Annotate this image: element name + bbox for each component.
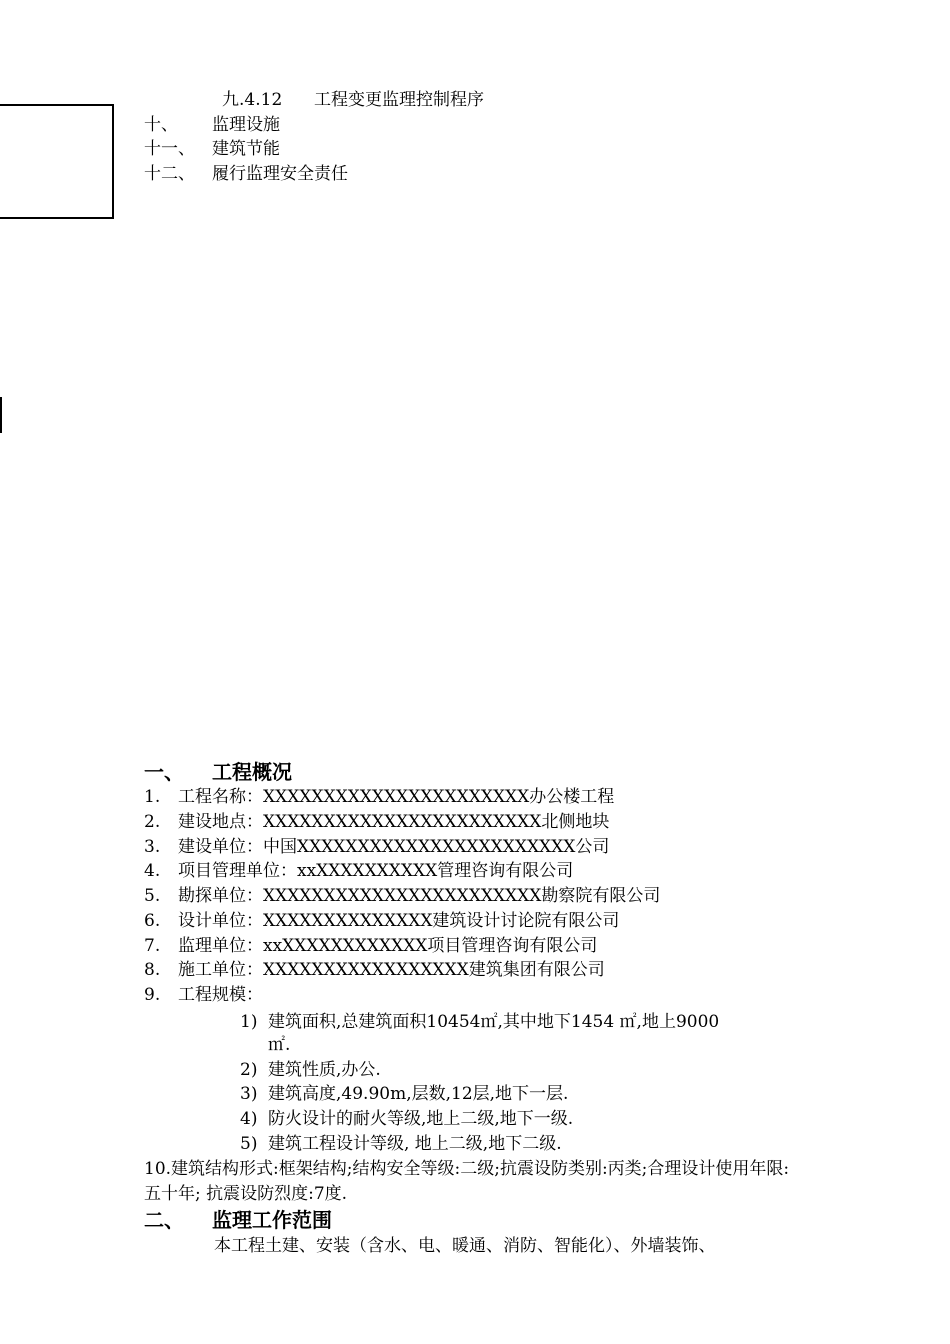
- sub-item-text: 建筑工程设计等级, 地上二级,地下二级.: [268, 1134, 562, 1154]
- item-text: 建设单位：中国XXXXXXXXXXXXXXXXXXXXXXX公司: [178, 837, 610, 857]
- item-number: 1.: [144, 787, 161, 807]
- scope-paragraph: 本工程土建、安装（含水、电、暖通、消防、智能化）、外墙装饰、: [214, 1236, 716, 1256]
- item-number: 9.: [144, 985, 161, 1005]
- item-number: 6.: [144, 911, 161, 931]
- toc-text: 建筑节能: [212, 139, 280, 159]
- item-text: 项目管理单位：xxXXXXXXXXXX管理咨询有限公司: [178, 861, 574, 881]
- toc-text: 监理设施: [212, 115, 280, 135]
- toc-number: 十一、: [144, 139, 195, 159]
- toc-number: 十二、: [144, 164, 195, 184]
- sub-list-item: [240, 1133, 562, 1155]
- toc-item-11: [144, 138, 280, 160]
- list-item: [144, 935, 597, 957]
- item-number: 2.: [144, 812, 161, 832]
- item-text: 施工单位：XXXXXXXXXXXXXXXXX建筑集团有限公司: [178, 960, 605, 980]
- sub-item-text: 建筑高度,49.90m,层数,12层,地下一层.: [268, 1084, 569, 1104]
- item-number: 8.: [144, 960, 161, 980]
- sub-list-item-continuation: ㎡.: [268, 1035, 291, 1055]
- margin-mark: [0, 397, 2, 433]
- section-title: 监理工作范围: [212, 1208, 332, 1232]
- list-item: [144, 984, 263, 1006]
- sub-item-text: 建筑面积,总建筑面积10454㎡,其中地下1454 ㎡,地上9000: [268, 1012, 720, 1032]
- section-heading-scope: [144, 1208, 332, 1232]
- sub-list-item: [240, 1011, 719, 1033]
- item-text: 监理单位：xxXXXXXXXXXXXX项目管理咨询有限公司: [178, 936, 598, 956]
- sub-item-number: 4): [240, 1109, 258, 1129]
- toc-text: 工程变更监理控制程序: [314, 90, 484, 110]
- list-item: [144, 885, 660, 907]
- sub-list-item: [240, 1108, 573, 1130]
- section-title: 工程概况: [212, 760, 292, 784]
- section-number: 一、: [144, 760, 184, 784]
- toc-number: 九.4.12: [222, 90, 283, 110]
- sub-item-text: 建筑性质,办公.: [268, 1060, 381, 1080]
- item-text: 设计单位：XXXXXXXXXXXXXX建筑设计讨论院有限公司: [178, 911, 620, 931]
- margin-frame: [0, 104, 114, 219]
- item-text: 勘探单位：XXXXXXXXXXXXXXXXXXXXXXX勘察院有限公司: [178, 886, 661, 906]
- sub-list-item: [240, 1059, 381, 1081]
- item-text: 建设地点：XXXXXXXXXXXXXXXXXXXXXXX北侧地块: [178, 812, 610, 832]
- sub-list-item: [240, 1083, 568, 1105]
- sub-item-text: 防火设计的耐火等级,地上二级,地下一级.: [268, 1109, 574, 1129]
- sub-item-number: 5): [240, 1134, 258, 1154]
- toc-item-9-4-12: [222, 89, 484, 111]
- sub-item-number: 1): [240, 1012, 258, 1032]
- list-item: [144, 811, 609, 833]
- sub-item-number: 2): [240, 1060, 258, 1080]
- item-number: 5.: [144, 886, 161, 906]
- list-item: [144, 860, 573, 882]
- item-number: 7.: [144, 936, 161, 956]
- list-item: [144, 786, 614, 808]
- item-number: 3.: [144, 837, 161, 857]
- item-number: 4.: [144, 861, 161, 881]
- list-item: [144, 910, 619, 932]
- section-heading-overview: [144, 760, 292, 784]
- toc-number: 十、: [144, 115, 178, 135]
- structure-paragraph: 10.建筑结构形式:框架结构;结构安全等级:二级;抗震设防类别:丙类;合理设计使用年限:五十年; 抗震设防烈度:7度.: [144, 1159, 790, 1204]
- item-text: 工程规模：: [178, 985, 263, 1005]
- list-item: [144, 959, 605, 981]
- section-number: 二、: [144, 1208, 184, 1232]
- sub-item-number: 3): [240, 1084, 258, 1104]
- list-item: [144, 836, 609, 858]
- toc-item-10: [144, 114, 280, 136]
- toc-text: 履行监理安全责任: [212, 164, 348, 184]
- item-text: 工程名称：XXXXXXXXXXXXXXXXXXXXXX办公楼工程: [178, 787, 615, 807]
- toc-item-12: [144, 163, 348, 185]
